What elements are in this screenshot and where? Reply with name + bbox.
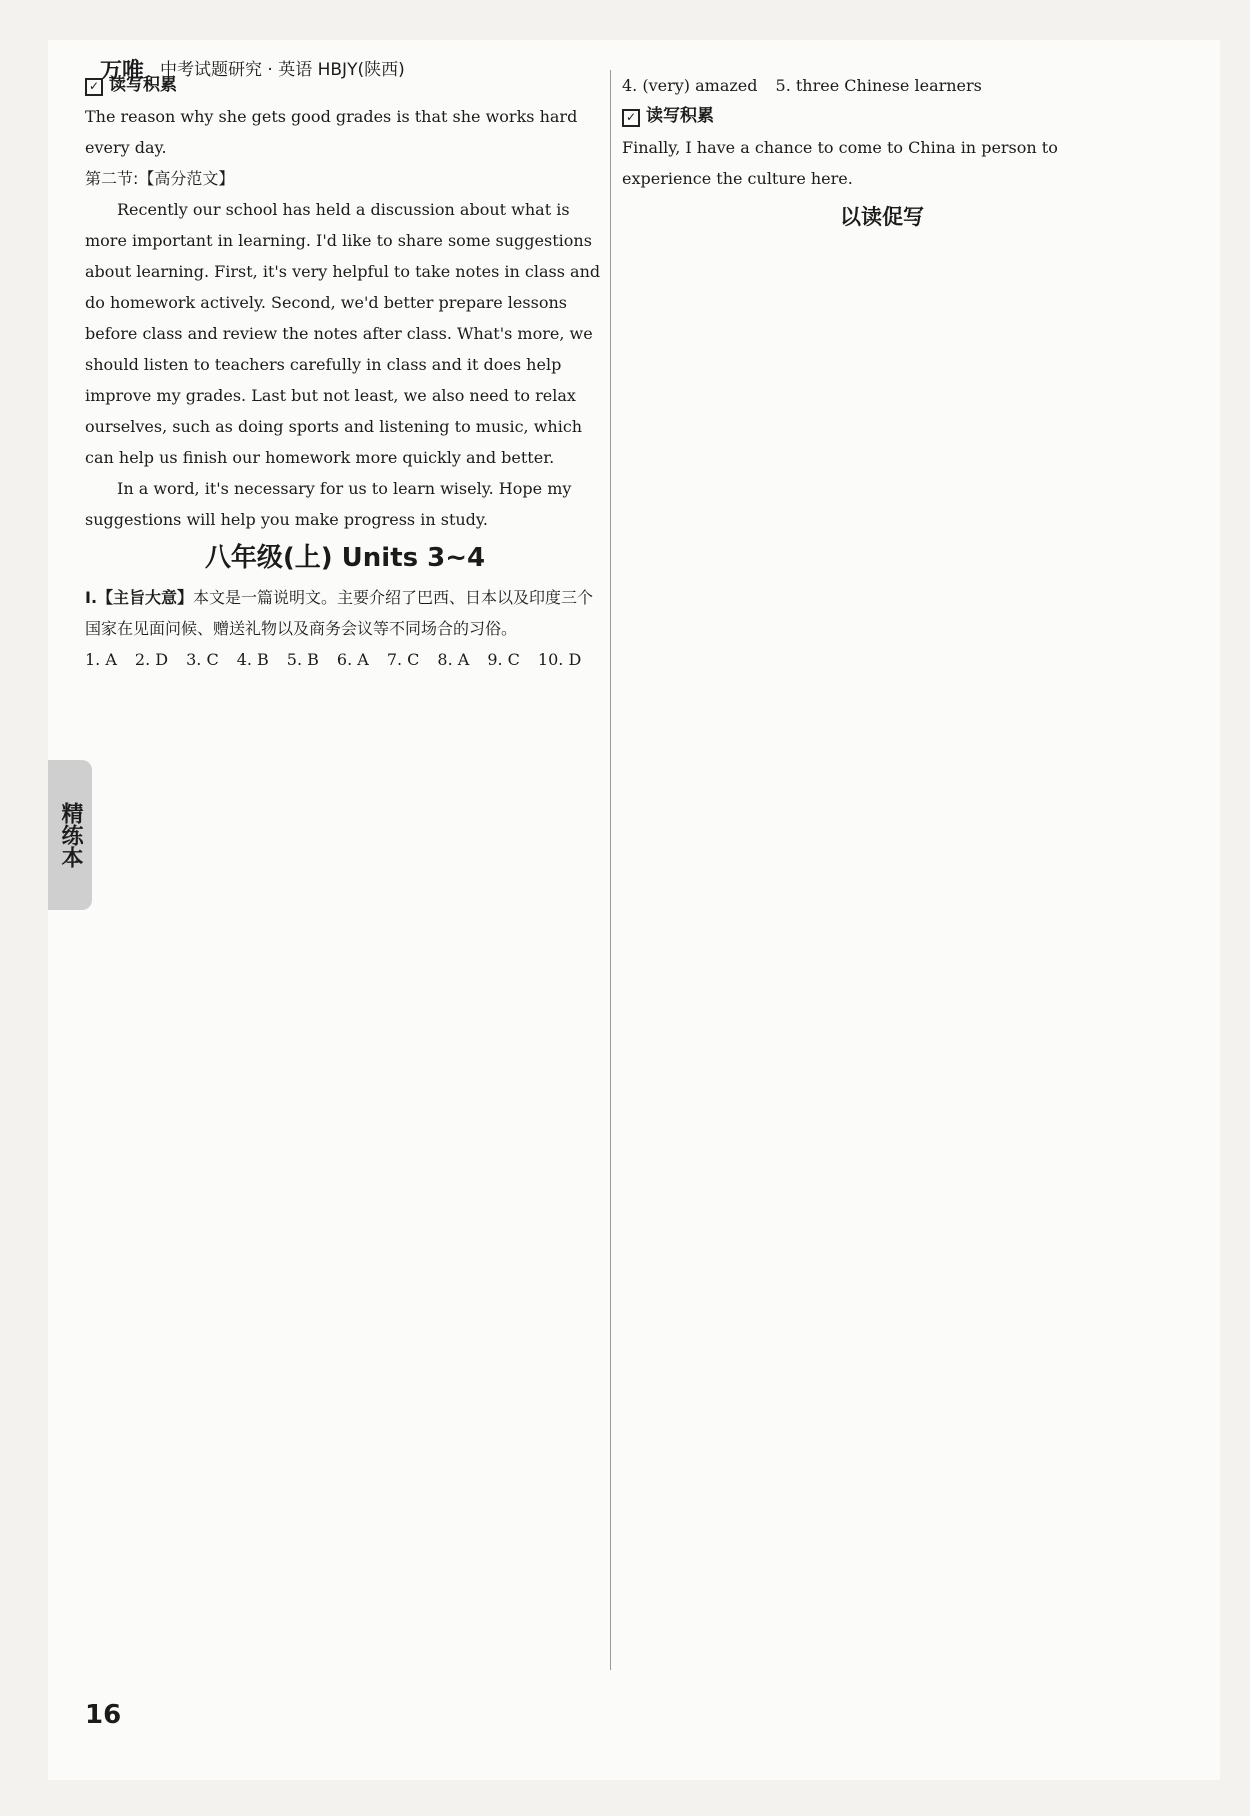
side-tab: 精练本 [48,760,92,910]
essay-paragraph: Recently our school has held a discussion about what is more important in learning. I'd like to share some suggestions about learning. First, it's very helpful to take notes in class and do homework actively. Second, we'd better prepare lessons before class and review the notes after class. What's more, we should listen to teachers carefully in class and it does help improve my grades. Last but not least, we also need to relax ourselves, such as doing sports and listening to music, which can help us finish our homework more quickly and better. [85,200,601,467]
main-idea: Ⅰ.【主旨大意】本文是一篇说明文。主要介绍了巴西、日本以及印度三个国家在见面问候、赠送礼物以及商务会议等不同场合的习俗。 [85,588,594,638]
right-column [622,70,1142,241]
answer-row: 4. (very) amazed 5. three Chinese learners [622,76,982,95]
check-icon: ✓ [85,78,103,96]
reading-writing-heading: ✓ 读写积累 [85,70,605,101]
page-number: 16 [85,1700,122,1730]
column-divider [610,70,611,1670]
reading-writing-heading: ✓ 读写积累 [622,101,1142,132]
section-label: 第二节:【高分范文】 [85,169,235,188]
reading-writing-text: Finally, I have a chance to come to China in person to experience the culture here. [622,138,1058,188]
essay-paragraph: In a word, it's necessary for us to learn wisely. Hope my suggestions will help you make progress in study. [85,479,572,529]
promote-writing-title: 以读促写 [840,205,924,229]
unit-title: 八年级(上) Units 3~4 [204,543,486,573]
publisher-logo: 万唯 [100,59,145,84]
answer-row: 1. A 2. D 3. C 4. B 5. B 6. A 7. C 8. A 9. C 10. D [85,650,582,669]
left-column [85,70,605,675]
reading-writing-text: The reason why she gets good grades is that she works hard every day. [85,107,578,157]
header-title: 中考试题研究 · 英语 HBJY(陕西) [160,60,405,80]
check-icon: ✓ [622,109,640,127]
